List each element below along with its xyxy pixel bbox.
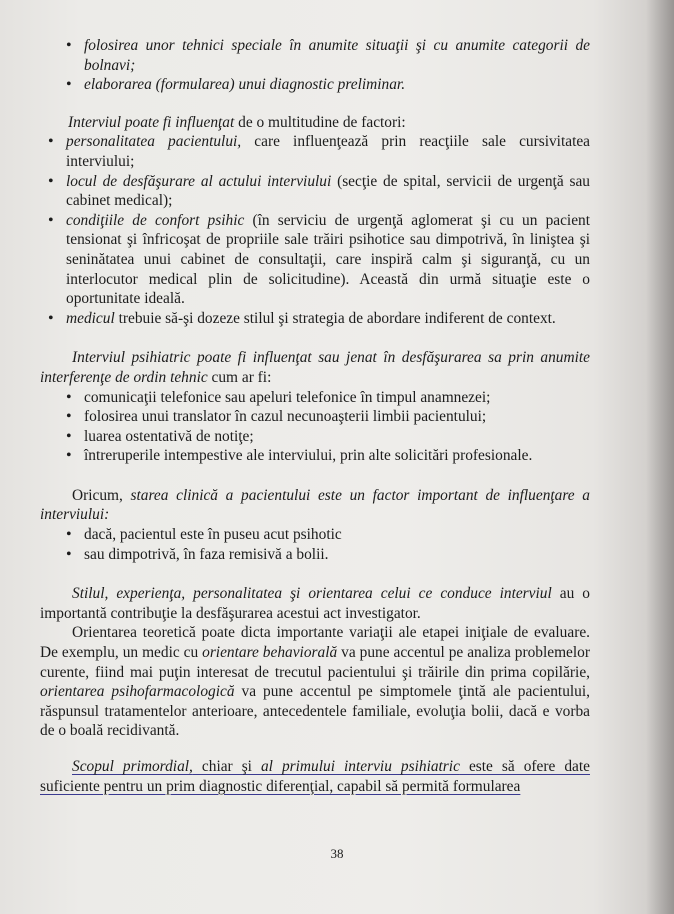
- list-item: • locul de desfăşurare al actului interviului (secţie de spital, servicii de urgenţă sau cabinet medical);: [40, 172, 590, 211]
- clinical-intro: Oricum, starea clinică a pacientului este un factor important de influenţare a interviului:: [40, 486, 590, 524]
- factors-list: [40, 132, 590, 328]
- list-item: • folosirea unui translator în cazul necunoaşterii limbii pacientului;: [40, 407, 590, 427]
- page-edge-shadow: [646, 0, 674, 914]
- list-item: • comunicaţii telefonice sau apeluri telefonice în timpul anamnezei;: [40, 388, 590, 408]
- page-body: [40, 36, 590, 796]
- list-item: • întreruperile intempestive ale interviului, prin alte solicitări profesionale.: [40, 446, 590, 466]
- interference-list: [40, 388, 590, 466]
- page-number: 38: [330, 846, 344, 861]
- list-item: • folosirea unor tehnici speciale în anumite situaţii şi cu anumite categorii de bolnavi;: [40, 36, 590, 75]
- final-paragraph: Scopul primordial, chiar şi al primului interviu psihiatric este să ofere date suficiente pentru un prim diagnostic diferenţial, capabil să permită formularea: [40, 758, 590, 795]
- list-item: • elaborarea (formularea) unui diagnostic preliminar.: [40, 75, 590, 95]
- list-item: • personalitatea pacientului, care influenţează prin reacţiile sale cursivitatea interviului;: [40, 132, 590, 171]
- top-bullet-list: [40, 36, 590, 95]
- list-item: • luarea ostentativă de notiţe;: [40, 427, 590, 447]
- list-item: • medicul trebuie să-şi dozeze stilul şi strategia de abordare indiferent de context.: [40, 309, 590, 329]
- list-item: • condiţiile de confort psihic (în serviciu de urgenţă aglomerat şi cu un pacient tensionat şi înfricoşat de propriile sale trăiri psihotice sau dimpotrivă, în liniştea şi seninătatea unui cabinet de consultaţii, care inspiră calm şi siguranţă, cu un interlocutor medical plin de solicitudine). Această din urmă situaţie este o oportunitate ideală.: [40, 211, 590, 309]
- interference-intro: Interviul psihiatric poate fi influenţat sau jenat în desfăşurarea sa prin anumite interferenţe de ordin tehnic cum ar fi:: [40, 349, 590, 386]
- orientation-paragraph: Orientarea teoretică poate dicta importante variaţii ale etapei iniţiale de evaluare. De exemplu, un medic cu orientare behaviorală va pune accentul pe analiza problemelor curente, fiind mai puţin interesat de trecutul pacientului şi trăirile din prima copilărie, orientarea psihofarmacologică va pune accentul pe simptomele ţintă ale pacientului, răspunsul tratamentelor anterioare, antecedentele familiale, evoluţia bolii, dacă e vorba de o boală recidivantă.: [40, 624, 590, 740]
- factors-intro: Interviul poate fi influenţat de o multitudine de factori:: [68, 113, 406, 131]
- list-item: • sau dimpotrivă, în faza remisivă a bolii.: [40, 545, 590, 565]
- list-item: • dacă, pacientul este în puseu acut psihotic: [40, 525, 590, 545]
- clinical-list: [40, 525, 590, 564]
- style-paragraph: Stilul, experienţa, personalitatea şi orientarea celui ce conduce interviul au o importantă contribuţie la desfăşurarea acestui act investigator.: [40, 585, 590, 622]
